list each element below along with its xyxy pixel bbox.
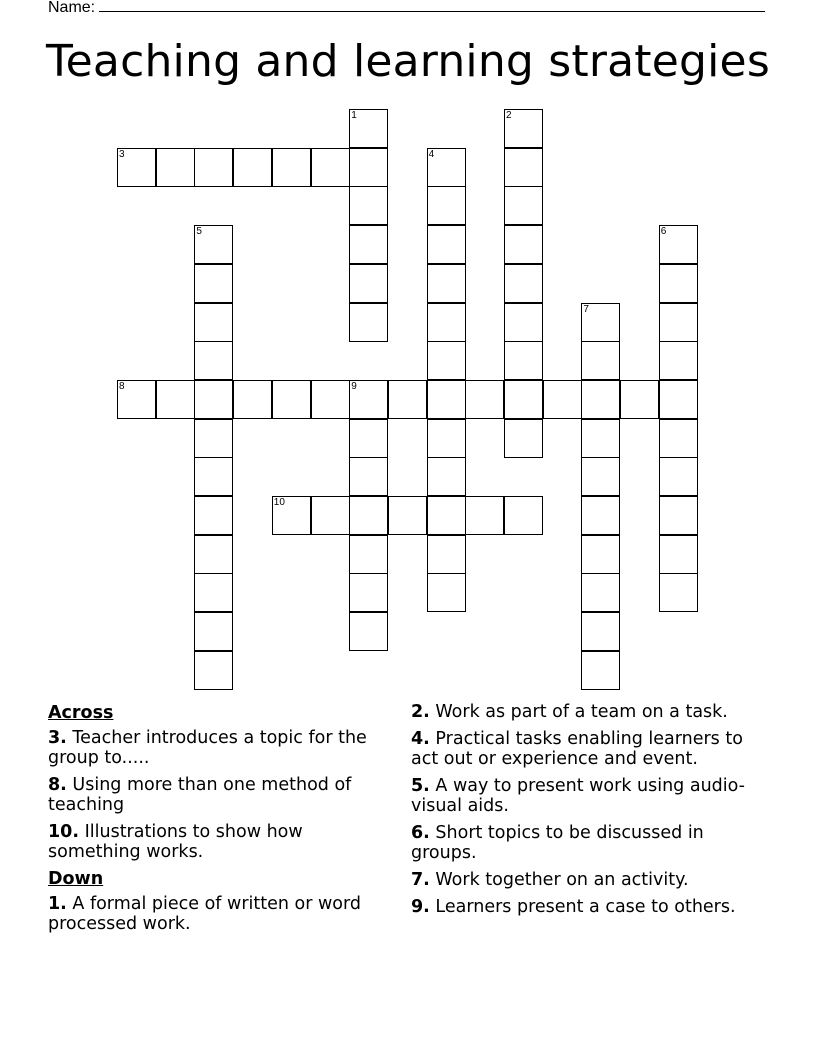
grid-cell[interactable]	[349, 186, 388, 225]
clue-across-10	[48, 822, 393, 862]
grid-cell[interactable]	[194, 341, 233, 380]
grid-cell[interactable]	[581, 496, 620, 535]
grid-cell[interactable]	[504, 341, 543, 380]
grid-cell[interactable]	[581, 341, 620, 380]
grid-cell[interactable]	[349, 380, 388, 419]
page-title: Teaching and learning strategies	[46, 36, 770, 87]
grid-cell[interactable]	[194, 264, 233, 303]
cell-number: 8	[119, 380, 125, 392]
grid-cell[interactable]	[388, 496, 427, 535]
grid-cell[interactable]	[659, 419, 698, 458]
grid-cell[interactable]	[504, 496, 543, 535]
grid-cell[interactable]	[194, 573, 233, 612]
cell-number: 3	[119, 148, 125, 160]
grid-cell[interactable]	[504, 264, 543, 303]
grid-cell[interactable]	[427, 303, 466, 342]
clue-text: Learners present a case to others.	[435, 897, 736, 917]
grid-cell[interactable]	[465, 496, 504, 535]
grid-cell[interactable]	[581, 419, 620, 458]
clue-text: Teacher introduces a topic for the group to.....	[48, 728, 367, 768]
clue-number: 3.	[48, 728, 67, 748]
clue-number: 5.	[411, 776, 430, 796]
clue-number: 7.	[411, 870, 430, 890]
grid-cell[interactable]	[581, 612, 620, 651]
grid-cell[interactable]	[233, 380, 272, 419]
grid-cell[interactable]	[194, 148, 233, 187]
grid-cell[interactable]	[543, 380, 582, 419]
grid-cell[interactable]	[194, 457, 233, 496]
grid-cell[interactable]	[311, 380, 350, 419]
grid-cell[interactable]	[504, 419, 543, 458]
grid-cell[interactable]	[427, 148, 466, 187]
grid-cell[interactable]	[504, 225, 543, 264]
grid-cell[interactable]	[349, 225, 388, 264]
clue-text: A way to present work using audio- visual aids.	[411, 776, 745, 816]
grid-cell[interactable]	[272, 148, 311, 187]
clue-text: Using more than one method of teaching	[48, 775, 352, 815]
grid-cell[interactable]	[349, 419, 388, 458]
cell-number: 2	[506, 110, 512, 121]
grid-cell[interactable]	[581, 651, 620, 690]
grid-cell[interactable]	[504, 148, 543, 187]
clue-down-6	[411, 823, 771, 863]
clue-text: Work together on an activity.	[435, 870, 689, 890]
cell-number: 4	[428, 148, 435, 160]
clue-across-8	[48, 775, 393, 815]
cell-number: 5	[196, 226, 202, 238]
clue-number: 4.	[411, 729, 430, 749]
clue-down-5	[411, 776, 771, 816]
clue-number: 1.	[48, 894, 67, 914]
grid-cell[interactable]	[427, 496, 466, 535]
grid-cell[interactable]	[349, 148, 388, 187]
grid-cell[interactable]	[504, 380, 543, 419]
grid-cell[interactable]	[194, 380, 233, 419]
grid-cell[interactable]	[272, 496, 311, 535]
grid-cell[interactable]	[659, 380, 698, 419]
clues-right-column	[411, 702, 771, 924]
grid-cell[interactable]	[156, 380, 195, 419]
grid-cell[interactable]	[581, 535, 620, 574]
cell-number: 7	[583, 303, 589, 315]
clue-down-9	[411, 897, 771, 917]
grid-cell[interactable]	[388, 380, 427, 419]
cell-number: 1	[351, 110, 357, 121]
grid-cell[interactable]	[465, 380, 504, 419]
grid-cell[interactable]	[659, 225, 698, 264]
clue-number: 2.	[411, 702, 430, 722]
grid-cell[interactable]	[117, 380, 156, 419]
clue-down-2	[411, 702, 771, 722]
grid-cell[interactable]	[659, 341, 698, 380]
grid-cell[interactable]	[349, 573, 388, 612]
grid-cell[interactable]	[349, 612, 388, 651]
grid-cell[interactable]	[117, 148, 156, 187]
grid-cell[interactable]	[427, 380, 466, 419]
grid-cell[interactable]	[581, 457, 620, 496]
clue-text: A formal piece of written or word processed work.	[48, 894, 362, 934]
grid-cell[interactable]	[427, 225, 466, 264]
grid-cell[interactable]	[581, 380, 620, 419]
grid-cell[interactable]	[156, 148, 195, 187]
down-heading: Down	[48, 869, 104, 889]
grid-cell[interactable]	[659, 535, 698, 574]
grid-cell[interactable]	[620, 380, 659, 419]
clue-text: Practical tasks enabling learners to act out or experience and event.	[411, 729, 743, 769]
grid-cell[interactable]	[272, 380, 311, 419]
grid-cell[interactable]	[194, 225, 233, 264]
clues-left-column	[48, 702, 393, 941]
grid-cell[interactable]	[504, 303, 543, 342]
grid-cell[interactable]	[233, 148, 272, 187]
grid-cell[interactable]	[194, 419, 233, 458]
grid-cell[interactable]	[427, 573, 466, 612]
grid-cell[interactable]	[427, 535, 466, 574]
grid-cell[interactable]	[194, 496, 233, 535]
grid-cell[interactable]	[659, 573, 698, 612]
grid-cell[interactable]	[194, 651, 233, 690]
grid-cell[interactable]	[427, 264, 466, 303]
grid-cell[interactable]	[659, 303, 698, 342]
clue-text: Short topics to be discussed in groups.	[411, 823, 704, 863]
clue-number: 8.	[48, 775, 67, 795]
name-label: Name:	[48, 0, 96, 16]
grid-cell[interactable]	[311, 148, 350, 187]
grid-cell[interactable]	[659, 496, 698, 535]
grid-cell[interactable]	[427, 186, 466, 225]
across-heading: Across	[48, 703, 114, 723]
grid-cell[interactable]	[581, 303, 620, 342]
clue-down-7	[411, 870, 771, 890]
clue-number: 9.	[411, 897, 430, 917]
grid-cell[interactable]	[311, 496, 350, 535]
grid-cell[interactable]	[194, 535, 233, 574]
grid-cell[interactable]	[194, 612, 233, 651]
grid-cell[interactable]	[427, 341, 466, 380]
clue-down-1	[48, 894, 393, 934]
grid-cell[interactable]	[349, 457, 388, 496]
cell-number: 9	[351, 380, 357, 392]
grid-cell[interactable]	[427, 457, 466, 496]
cell-number: 6	[660, 226, 667, 238]
clue-down-4	[411, 729, 771, 769]
grid-cell[interactable]	[659, 264, 698, 303]
grid-cell[interactable]	[659, 457, 698, 496]
grid-cell[interactable]	[194, 303, 233, 342]
clue-across-3	[48, 728, 393, 768]
clue-text: Work as part of a team on a task.	[435, 702, 728, 722]
clue-text: Illustrations to show how something works.	[48, 822, 303, 862]
grid-cell[interactable]	[349, 264, 388, 303]
grid-cell[interactable]	[504, 186, 543, 225]
grid-cell[interactable]	[349, 303, 388, 342]
grid-cell[interactable]	[349, 535, 388, 574]
grid-cell[interactable]	[427, 419, 466, 458]
clue-number: 10.	[48, 822, 80, 842]
grid-cell[interactable]	[504, 109, 543, 148]
clue-number: 6.	[411, 823, 430, 843]
grid-cell[interactable]	[349, 109, 388, 148]
grid-cell[interactable]	[581, 573, 620, 612]
grid-cell[interactable]	[349, 496, 388, 535]
cell-number: 10	[273, 497, 285, 508]
